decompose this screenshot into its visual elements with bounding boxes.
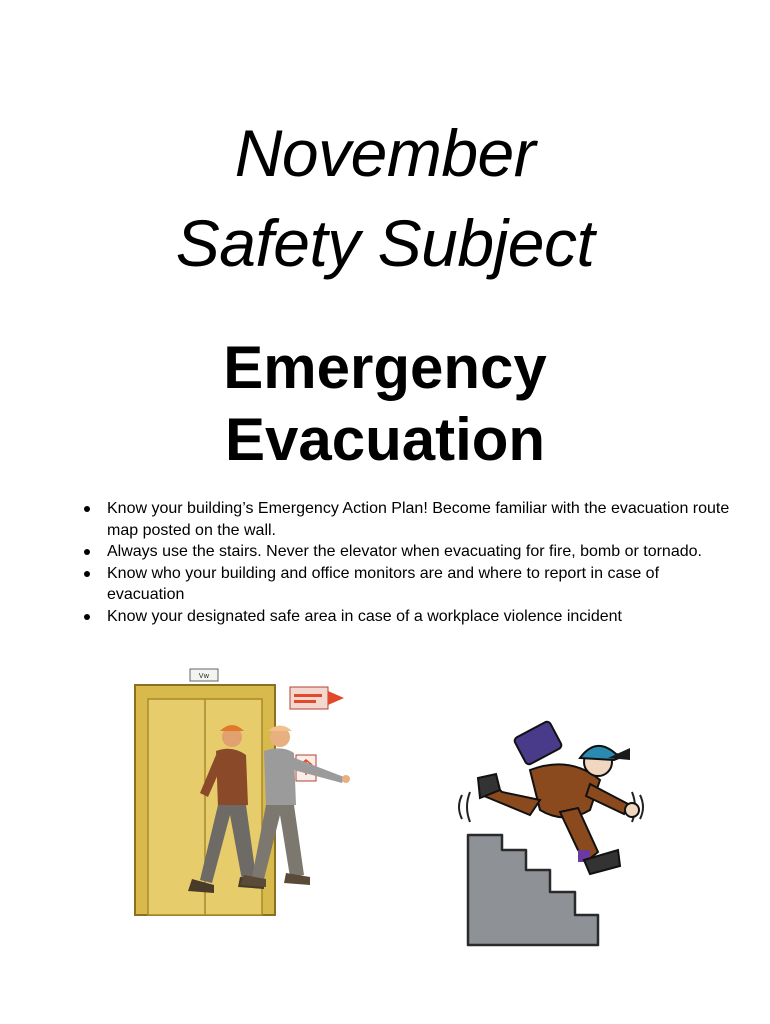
bullet-item (84, 498, 734, 541)
bullet-item (84, 541, 734, 563)
bullet-text: Know your designated safe area in case of a workplace violence incident (107, 607, 622, 625)
bullet-list (84, 498, 734, 628)
bullet-dot-icon (84, 549, 90, 555)
title-line-2: Safety Subject (175, 206, 595, 280)
bullet-item (84, 563, 734, 606)
bullet-text: Always use the stairs. Never the elevator when evacuating for fire, bomb or tornado. (107, 543, 702, 561)
bullet-item (84, 606, 734, 628)
bullet-dot-icon (84, 506, 90, 512)
title-line-1: November (234, 116, 536, 190)
bullet-text: Know your building’s Emergency Action Plan! Become familiar with the evacuation route map posted on the wall. (107, 500, 730, 539)
bullet-text: Know who your building and office monitors are and where to report in case of evacuation (107, 564, 660, 604)
svg-text:Vw: Vw (198, 672, 210, 680)
bullet-dot-icon (84, 571, 90, 577)
heading-line-1: Emergency (223, 334, 547, 401)
heading-line-2: Evacuation (224, 406, 546, 473)
bullet-dot-icon (84, 614, 90, 620)
workers-walking-to-stairs-illustration (130, 665, 365, 920)
man-running-up-stairs-illustration (450, 700, 650, 950)
